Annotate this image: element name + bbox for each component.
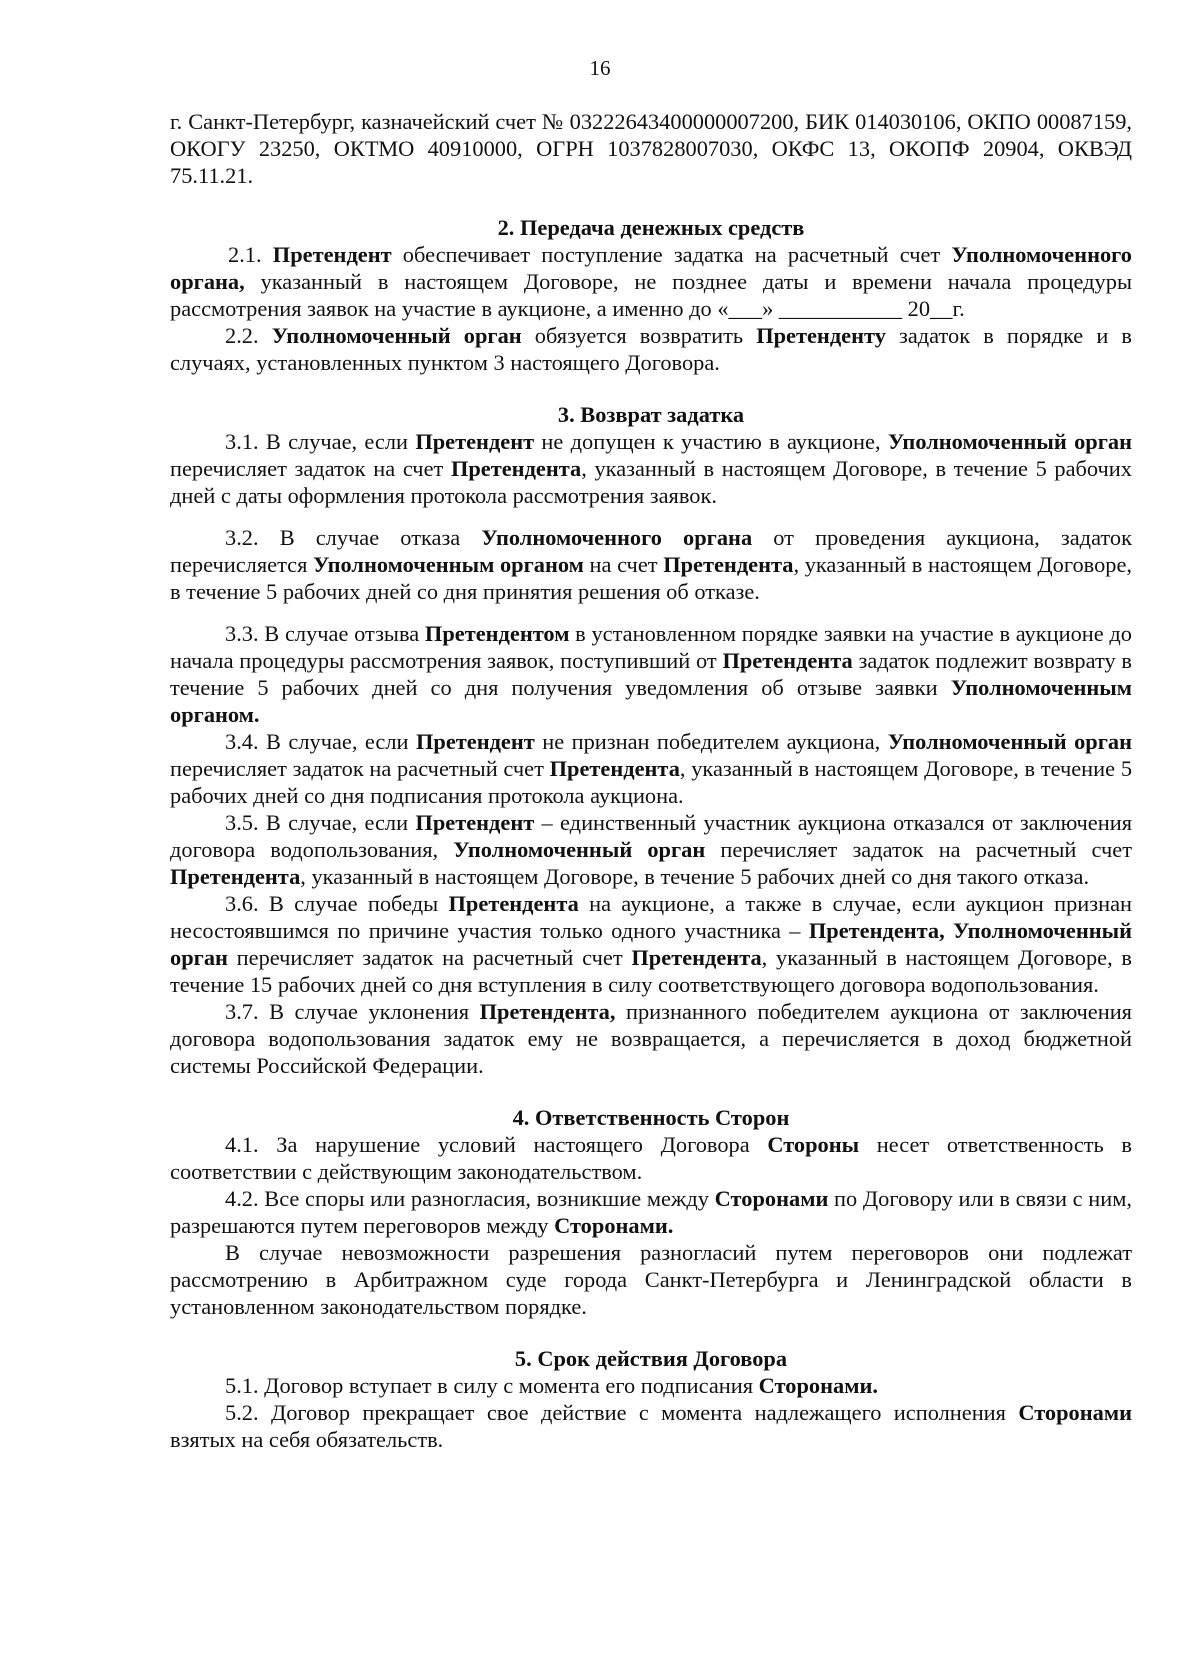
bold-term: Уполномоченный орган (887, 729, 1132, 754)
clause-3-4 (170, 728, 1132, 809)
clause-5-2 (170, 1399, 1132, 1453)
clause-text: 3.6. В случае победы (225, 891, 449, 916)
bold-term: Уполномоченный орган (453, 837, 706, 862)
clause-text: от проведения аукциона, задаток перечисляется (170, 525, 1132, 577)
clause-text: обеспечивает поступление задатка на расчетный счет (391, 242, 952, 267)
clause-3-5 (170, 809, 1132, 890)
clause-text: 5.1. Договор вступает в силу с момента его подписания (225, 1373, 759, 1398)
bold-term: Уполномоченного органа (481, 525, 753, 550)
clause-text: признанного победителем аукциона от заключения договора водопользования задаток ему не возвращается, а перечисляется в доход бюджетной системы Российской Федерации. (170, 999, 1132, 1078)
clause-text: задаток в порядке и в случаях, установленных пунктом 3 настоящего Договора. (170, 323, 1132, 375)
clause-text: 4.1. За нарушение условий настоящего Договора (225, 1132, 768, 1157)
clause-number: 2.2. (225, 323, 259, 348)
bold-term: Уполномоченный орган (271, 323, 522, 348)
bold-term: Претендента, (479, 999, 616, 1024)
clause-text: , указанный в настоящем Договоре, в течение 5 рабочих дней со дня подписания протокола аукциона. (170, 756, 1133, 808)
clause-text: 5.2. Договор прекращает свое действие с момента надлежащего исполнения (225, 1400, 1019, 1425)
bold-term: Претенденту (756, 323, 886, 348)
bold-term: Сторонами. (554, 1213, 674, 1238)
bold-term: Уполномоченный орган (887, 429, 1132, 454)
clause-text: 3.1. В случае, если (225, 429, 416, 454)
clause-text: 3.3. В случае отзыва (225, 621, 425, 646)
bold-term: Претендента (170, 864, 301, 889)
bold-term: Претендент (415, 729, 535, 754)
bold-term: Сторонами. (758, 1373, 878, 1398)
page-number: 16 (589, 56, 611, 80)
clause-text: перечисляет задаток на счет (170, 456, 451, 481)
intro-paragraph: г. Санкт-Петербург, казначейский счет № 03222643400000007200, БИК 014030106, ОКПО 00087159, ОКОГУ 23250, ОКТМО 40910000, ОГРН 1037828007030, ОКФС 13, ОКОПФ 20904, ОКВЭД 75.11.21. (170, 109, 1132, 188)
clause-text: , указанный в настоящем Договоре, в течение 15 рабочих дней со дня вступления в силу соответствующего договора водопользования. (170, 945, 1132, 997)
bold-term: Сторонами (1018, 1400, 1132, 1425)
clause-text: , указанный в настоящем Договоре, в течение 5 рабочих дней со дня такого отказа. (300, 864, 1090, 889)
section-4-title: 4. Ответственность Сторон (512, 1105, 790, 1130)
clause-text: 3.7. В случае уклонения (225, 999, 480, 1024)
clause-text: 3.5. В случае, если (225, 810, 416, 835)
bold-term: Претендента (549, 756, 680, 781)
clause-text: , указанный в настоящем Договоре, в течение 5 рабочих дней с даты оформления протокола рассмотрения заявок. (170, 456, 1132, 508)
clause-text: перечисляет задаток на расчетный счет (170, 756, 550, 781)
clause-3-6 (170, 890, 1132, 998)
clause-text: 3.4. В случае, если (225, 729, 416, 754)
section-3-title: 3. Возврат задатка (557, 402, 745, 427)
clause-text: 3.2. В случае отказа (225, 525, 482, 550)
clause-text: на аукционе, а также в случае, если аукцион признан несостоявшимся по причине участия только одного участника – (170, 891, 1132, 943)
bold-term: Уполномоченным органом. (170, 675, 1132, 727)
clause-text: перечисляет задаток на расчетный счет (227, 945, 632, 970)
bold-term: Претендентом (424, 621, 570, 646)
clause-2-2 (170, 322, 1132, 376)
bold-term: Уполномоченного органа, (170, 242, 1132, 294)
clause-4-1 (170, 1131, 1132, 1185)
bold-term: Стороны (767, 1132, 860, 1157)
clause-number: 2.1. (228, 242, 262, 267)
bold-term: Претендент (415, 810, 535, 835)
clause-text: не признан победителем аукциона, (534, 729, 888, 754)
clause-text: 4.2. Все споры или разногласия, возникшие между (225, 1186, 715, 1211)
clause-3-3 (170, 620, 1132, 728)
bold-term: Претендент (272, 242, 392, 267)
clause-text: – единственный участник аукциона отказался от заключения договора водопользования, (170, 810, 1133, 862)
bold-term: Претендента (631, 945, 762, 970)
bold-term: Претендента, Уполномоченный орган (170, 918, 1132, 970)
clause-text: обязуется возвратить (521, 323, 757, 348)
clause-5-1 (170, 1372, 1132, 1399)
clause-text: не допущен к участию в аукционе, (534, 429, 888, 454)
clause-3-1 (170, 428, 1132, 509)
bold-term: Претендента (450, 456, 582, 481)
clause-text: задаток подлежит возврату в течение 5 рабочих дней со дня получения уведомления об отзыве заявки (170, 648, 1132, 700)
clause-text: на счет (583, 552, 664, 577)
clause-3-2 (170, 524, 1132, 605)
bold-term: Уполномоченным органом (313, 552, 584, 577)
clause-text: в установленном порядке заявки на участие в аукционе до начала процедуры рассмотрения заявок, поступивший от (170, 621, 1132, 673)
clause-text: по Договору или в связи с ним, разрешаются путем переговоров между (170, 1186, 1132, 1238)
document-body (170, 108, 1132, 1453)
clause-text: указанный в настоящем Договоре, не позднее даты и времени начала процедуры рассмотрения заявок на участие в аукционе, а именно до «___» ___________ 20__г. (170, 269, 1132, 321)
bold-term: Претендента (448, 891, 579, 916)
clause-2-1 (170, 241, 1132, 322)
bold-term: Претендент (415, 429, 535, 454)
clause-text: несет ответственность в соответствии с действующим законодательством. (170, 1132, 1132, 1184)
clause-4-3: В случае невозможности разрешения разногласий путем переговоров они подлежат рассмотрению в Арбитражном суде города Санкт-Петербурга и Ленинградской области в установленном законодательством порядке. (170, 1240, 1132, 1319)
section-2-title: 2. Передача денежных средств (497, 215, 805, 240)
clause-4-2 (170, 1185, 1132, 1239)
clause-text: перечисляет задаток на расчетный счет (705, 837, 1132, 862)
clause-text: , указанный в настоящем Договоре, в течение 5 рабочих дней со дня принятия решения об отказе. (170, 552, 1133, 604)
bold-term: Претендента (663, 552, 794, 577)
bold-term: Сторонами (714, 1186, 829, 1211)
clause-3-7 (170, 998, 1132, 1079)
section-5-title: 5. Срок действия Договора (514, 1346, 788, 1371)
bold-term: Претендента (722, 648, 853, 673)
clause-text: взятых на себя обязательств. (170, 1427, 444, 1452)
